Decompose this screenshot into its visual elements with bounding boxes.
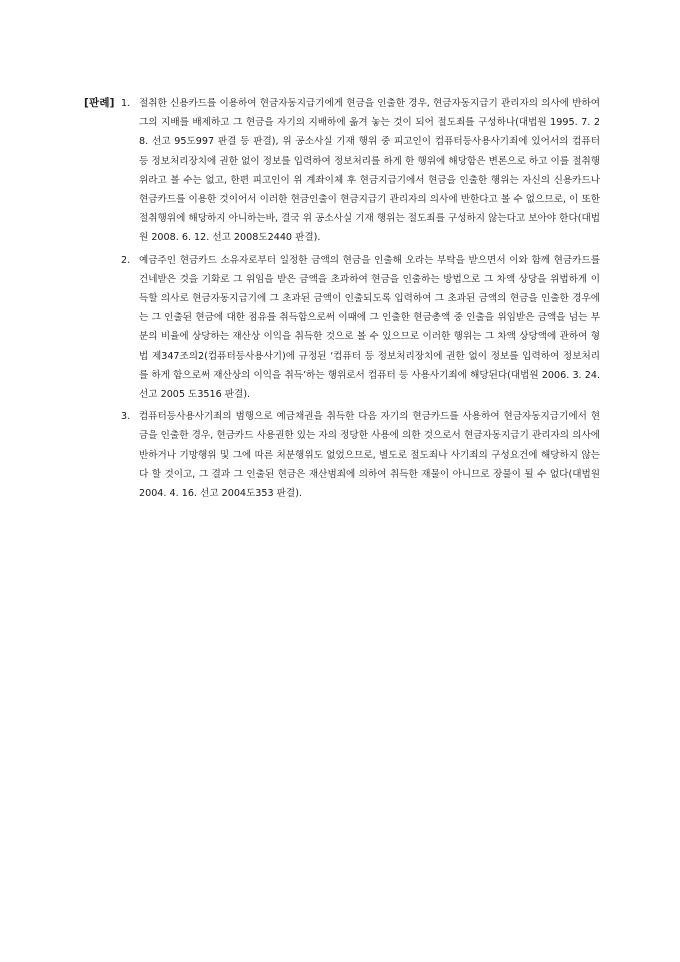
item-number: 1. [121,98,131,109]
section-label: [판례] [84,97,115,109]
precedent-item-2 [121,251,600,405]
item-number: 3. [121,411,131,423]
item-text: 절취한 신용카드를 이용하여 현금자동지급기에게 현금을 인출한 경우, 현금자동지급기 관리자의 의사에 반하여 그의 지배를 배제하고 그 현금을 자기의 지배하에 옮겨 놓는 것이 되어 절도죄를 구성하나(대법원 1995. 7. 28. 선고 95도997 판결 등 판결), 위 공소사실 기재 행위 중 피고인이 컴퓨터등사용사기죄에 있어서의 컴퓨터 등 정보처리장치에 권한 없이 정보를 입력하여 정보처리를 하게 한 행위에 해당함은 변론으로 하고 이를 절취행위라고 볼 수는 없고, 한편 피고인이 위 계좌이체 후 현금지급기에서 현금을 인출한 행위는 자신의 신용카드나 현금카드를 이용한 것이어서 이러한 현금인출이 현금지급기 관리자의 의사에 반한다고 볼 수 없으므로, 이 또한 절취행위에 해당하지 아니하는바, 결국 위 공소사실 기재 행위는 절도죄를 구성하지 않는다고 보아야 한다(대법원 2008. 6. 12. 선고 2008도2440 판결). [139,98,600,244]
item-text: 예금주인 현금카드 소유자로부터 일정한 금액의 현금을 인출해 오라는 부탁을 받으면서 이와 함께 현금카드를 건네받은 것을 기화로 그 위임을 받은 금액을 초과하여 현금을 인출하는 방법으로 그 차액 상당을 위법하게 이득할 의사로 현금자동지급기에 그 초과된 금액이 인출되도록 입력하여 그 초과된 금액의 현금을 인출한 경우에는 그 인출된 현금에 대한 점유를 취득함으로써 이때에 그 인출한 현금총액 중 인출을 위임받은 금액을 넘는 부분의 비율에 상당하는 재산상 이익을 취득한 것으로 볼 수 있으므로 이러한 행위는 그 차액 상당액에 관하여 형법 제347조의2(컴퓨터등사용사기)에 규정된 ‘컴퓨터 등 정보처리장치에 권한 없이 정보를 입력하여 정보처리를 하게 함으로써 재산상의 이익을 취득’하는 행위로서 컴퓨터 등 사용사기죄에 해당된다(대법원 2006. 3. 24. 선고 2005 도3516 판결). [139,254,600,401]
precedent-item-3 [121,407,600,503]
precedent-list [121,94,600,506]
item-text: 컴퓨터등사용사기죄의 범행으로 예금채권을 취득한 다음 자기의 현금카드를 사용하여 현금자동지급기에서 현금을 인출한 경우, 현금카드 사용권한 있는 자의 정당한 사용에 의한 것으로서 현금자동지급기 관리자의 의사에 반하거나 기망행위 및 그에 따른 처분행위도 없었으므로, 별도로 절도죄나 사기죄의 구성요건에 해당하지 않는다 할 것이고, 그 결과 그 인출된 현금은 재산범죄에 의하여 취득한 재물이 아니므로 장물이 될 수 없다(대법원 2004. 4. 16. 선고 2004도353 판결). [139,411,600,500]
precedent-item-1 [121,94,600,248]
item-number: 2. [121,254,131,266]
